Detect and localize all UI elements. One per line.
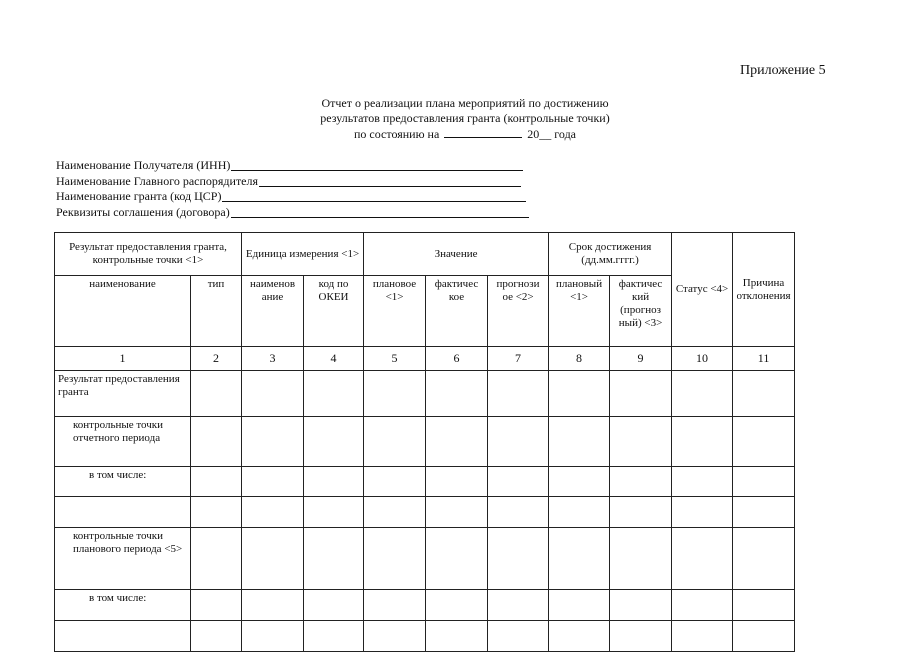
table-cell[interactable]: [242, 590, 304, 621]
table-cell[interactable]: [191, 590, 242, 621]
table-cell[interactable]: [610, 497, 672, 528]
table-cell[interactable]: [610, 528, 672, 590]
table-cell[interactable]: [610, 371, 672, 417]
table-cell[interactable]: [672, 590, 733, 621]
table-cell[interactable]: [672, 621, 733, 652]
header-status: Статус <4>: [672, 233, 733, 347]
table-cell[interactable]: [304, 467, 364, 497]
table-cell[interactable]: [191, 467, 242, 497]
table-cell[interactable]: [426, 497, 488, 528]
subheader-forecast: прогнози ое <2>: [488, 276, 549, 347]
report-title: [250, 96, 680, 142]
column-number: 9: [610, 347, 672, 371]
grant-label: Наименование гранта (код ЦСР): [56, 189, 222, 203]
row-label: контрольные точки планового периода <5>: [55, 528, 191, 590]
table-cell[interactable]: [242, 528, 304, 590]
table-cell[interactable]: [304, 590, 364, 621]
table-cell[interactable]: [364, 497, 426, 528]
column-number: 10: [672, 347, 733, 371]
subheader-plan-date: плановый <1>: [549, 276, 610, 347]
title-line-3: [250, 126, 680, 142]
column-number: 7: [488, 347, 549, 371]
table-cell[interactable]: [242, 621, 304, 652]
table-cell[interactable]: [549, 528, 610, 590]
subheader-unit-name: наименов ание: [242, 276, 304, 347]
table-cell[interactable]: [242, 497, 304, 528]
table-cell[interactable]: [672, 528, 733, 590]
table-cell[interactable]: [549, 497, 610, 528]
column-number: 11: [733, 347, 795, 371]
table-cell[interactable]: [610, 417, 672, 467]
grant-field: [56, 189, 556, 205]
table-cell[interactable]: [733, 497, 795, 528]
row-label: Результат предоставления гранта: [55, 371, 191, 417]
table-cell[interactable]: [672, 417, 733, 467]
table-cell[interactable]: [304, 621, 364, 652]
table-cell[interactable]: [242, 467, 304, 497]
recipient-label: Наименование Получателя (ИНН): [56, 158, 231, 172]
table-cell[interactable]: [364, 590, 426, 621]
table-cell[interactable]: [610, 590, 672, 621]
title-year: 20__ года: [527, 127, 577, 141]
row-label: контрольные точки отчетного периода: [55, 417, 191, 467]
table-cell[interactable]: [672, 467, 733, 497]
table-row: [55, 621, 795, 652]
header-result: Результат предоставления гранта, контрольные точки <1>: [55, 233, 242, 276]
table-cell[interactable]: [549, 417, 610, 467]
table-cell[interactable]: [242, 371, 304, 417]
table-row: [55, 497, 795, 528]
table-cell[interactable]: [733, 528, 795, 590]
table-cell[interactable]: [191, 621, 242, 652]
table-cell[interactable]: [672, 497, 733, 528]
subheader-okei: код по ОКЕИ: [304, 276, 364, 347]
table-cell[interactable]: [191, 528, 242, 590]
recipient-field: [56, 158, 556, 174]
table-cell[interactable]: [733, 621, 795, 652]
table-row: [55, 371, 795, 417]
table-cell[interactable]: [426, 590, 488, 621]
table-row: [55, 417, 795, 467]
column-number: 3: [242, 347, 304, 371]
table-cell[interactable]: [364, 621, 426, 652]
column-number: 1: [55, 347, 191, 371]
row-label: [55, 497, 191, 528]
table-cell[interactable]: [488, 417, 549, 467]
table-cell[interactable]: [610, 621, 672, 652]
row-label: [55, 621, 191, 652]
header-deadline: Срок достижения (дд.мм.гггг.): [549, 233, 672, 276]
table-cell[interactable]: [304, 497, 364, 528]
subheader-name: наименование: [55, 276, 191, 347]
header-unit: Единица измерения <1>: [242, 233, 364, 276]
table-cell[interactable]: [191, 417, 242, 467]
table-cell[interactable]: [610, 467, 672, 497]
table-cell[interactable]: [488, 497, 549, 528]
column-number: 5: [364, 347, 426, 371]
table-cell[interactable]: [242, 417, 304, 467]
table-cell[interactable]: [426, 528, 488, 590]
table-cell[interactable]: [549, 621, 610, 652]
table-cell[interactable]: [549, 590, 610, 621]
table-cell[interactable]: [426, 621, 488, 652]
table-cell[interactable]: [364, 417, 426, 467]
report-table: [54, 232, 795, 652]
table-cell[interactable]: [364, 371, 426, 417]
column-number: 8: [549, 347, 610, 371]
column-number: 2: [191, 347, 242, 371]
table-cell[interactable]: [488, 467, 549, 497]
table-cell[interactable]: [426, 371, 488, 417]
subheader-planned: плановое <1>: [364, 276, 426, 347]
table-cell[interactable]: [364, 528, 426, 590]
title-line-1: Отчет о реализации плана мероприятий по достижению: [321, 96, 609, 110]
table-cell[interactable]: [426, 417, 488, 467]
table-cell[interactable]: [549, 371, 610, 417]
header-reason: Причина отклонения: [733, 233, 795, 347]
table-cell[interactable]: [733, 417, 795, 467]
table-cell[interactable]: [733, 590, 795, 621]
table-cell[interactable]: [191, 371, 242, 417]
table-cell[interactable]: [488, 590, 549, 621]
agreement-field: [56, 205, 556, 221]
row-label: в том числе:: [55, 590, 191, 621]
table-cell[interactable]: [488, 621, 549, 652]
manager-field: [56, 174, 556, 190]
column-number-row: [55, 347, 795, 371]
table-row: [55, 590, 795, 621]
table-cell[interactable]: [488, 528, 549, 590]
title-date-prefix: по состоянию на: [353, 127, 440, 141]
table-cell[interactable]: [426, 467, 488, 497]
title-line-2: результатов предоставления гранта (контрольные точки): [320, 111, 610, 125]
table-cell[interactable]: [304, 528, 364, 590]
appendix-label: Приложение 5: [740, 63, 826, 78]
agreement-label: Реквизиты соглашения (договора): [56, 204, 230, 219]
table-cell[interactable]: [733, 467, 795, 497]
table-cell[interactable]: [672, 371, 733, 417]
header-fields: [56, 158, 556, 220]
table-row: [55, 528, 795, 590]
table-cell[interactable]: [549, 467, 610, 497]
header-value: Значение: [364, 233, 549, 276]
manager-label: Наименование Главного распорядителя: [56, 173, 259, 188]
subheader-actual: фактичес кое: [426, 276, 488, 347]
subheader-type: тип: [191, 276, 242, 347]
table-cell[interactable]: [304, 417, 364, 467]
column-number: 6: [426, 347, 488, 371]
table-cell[interactable]: [733, 371, 795, 417]
table-cell[interactable]: [364, 467, 426, 497]
table-cell[interactable]: [488, 371, 549, 417]
column-number: 4: [304, 347, 364, 371]
subheader-actual-date: фактичес кий (прогноз ный) <3>: [610, 276, 672, 347]
table-cell[interactable]: [304, 371, 364, 417]
table-cell[interactable]: [191, 497, 242, 528]
table-row: [55, 467, 795, 497]
row-label: в том числе:: [55, 467, 191, 497]
